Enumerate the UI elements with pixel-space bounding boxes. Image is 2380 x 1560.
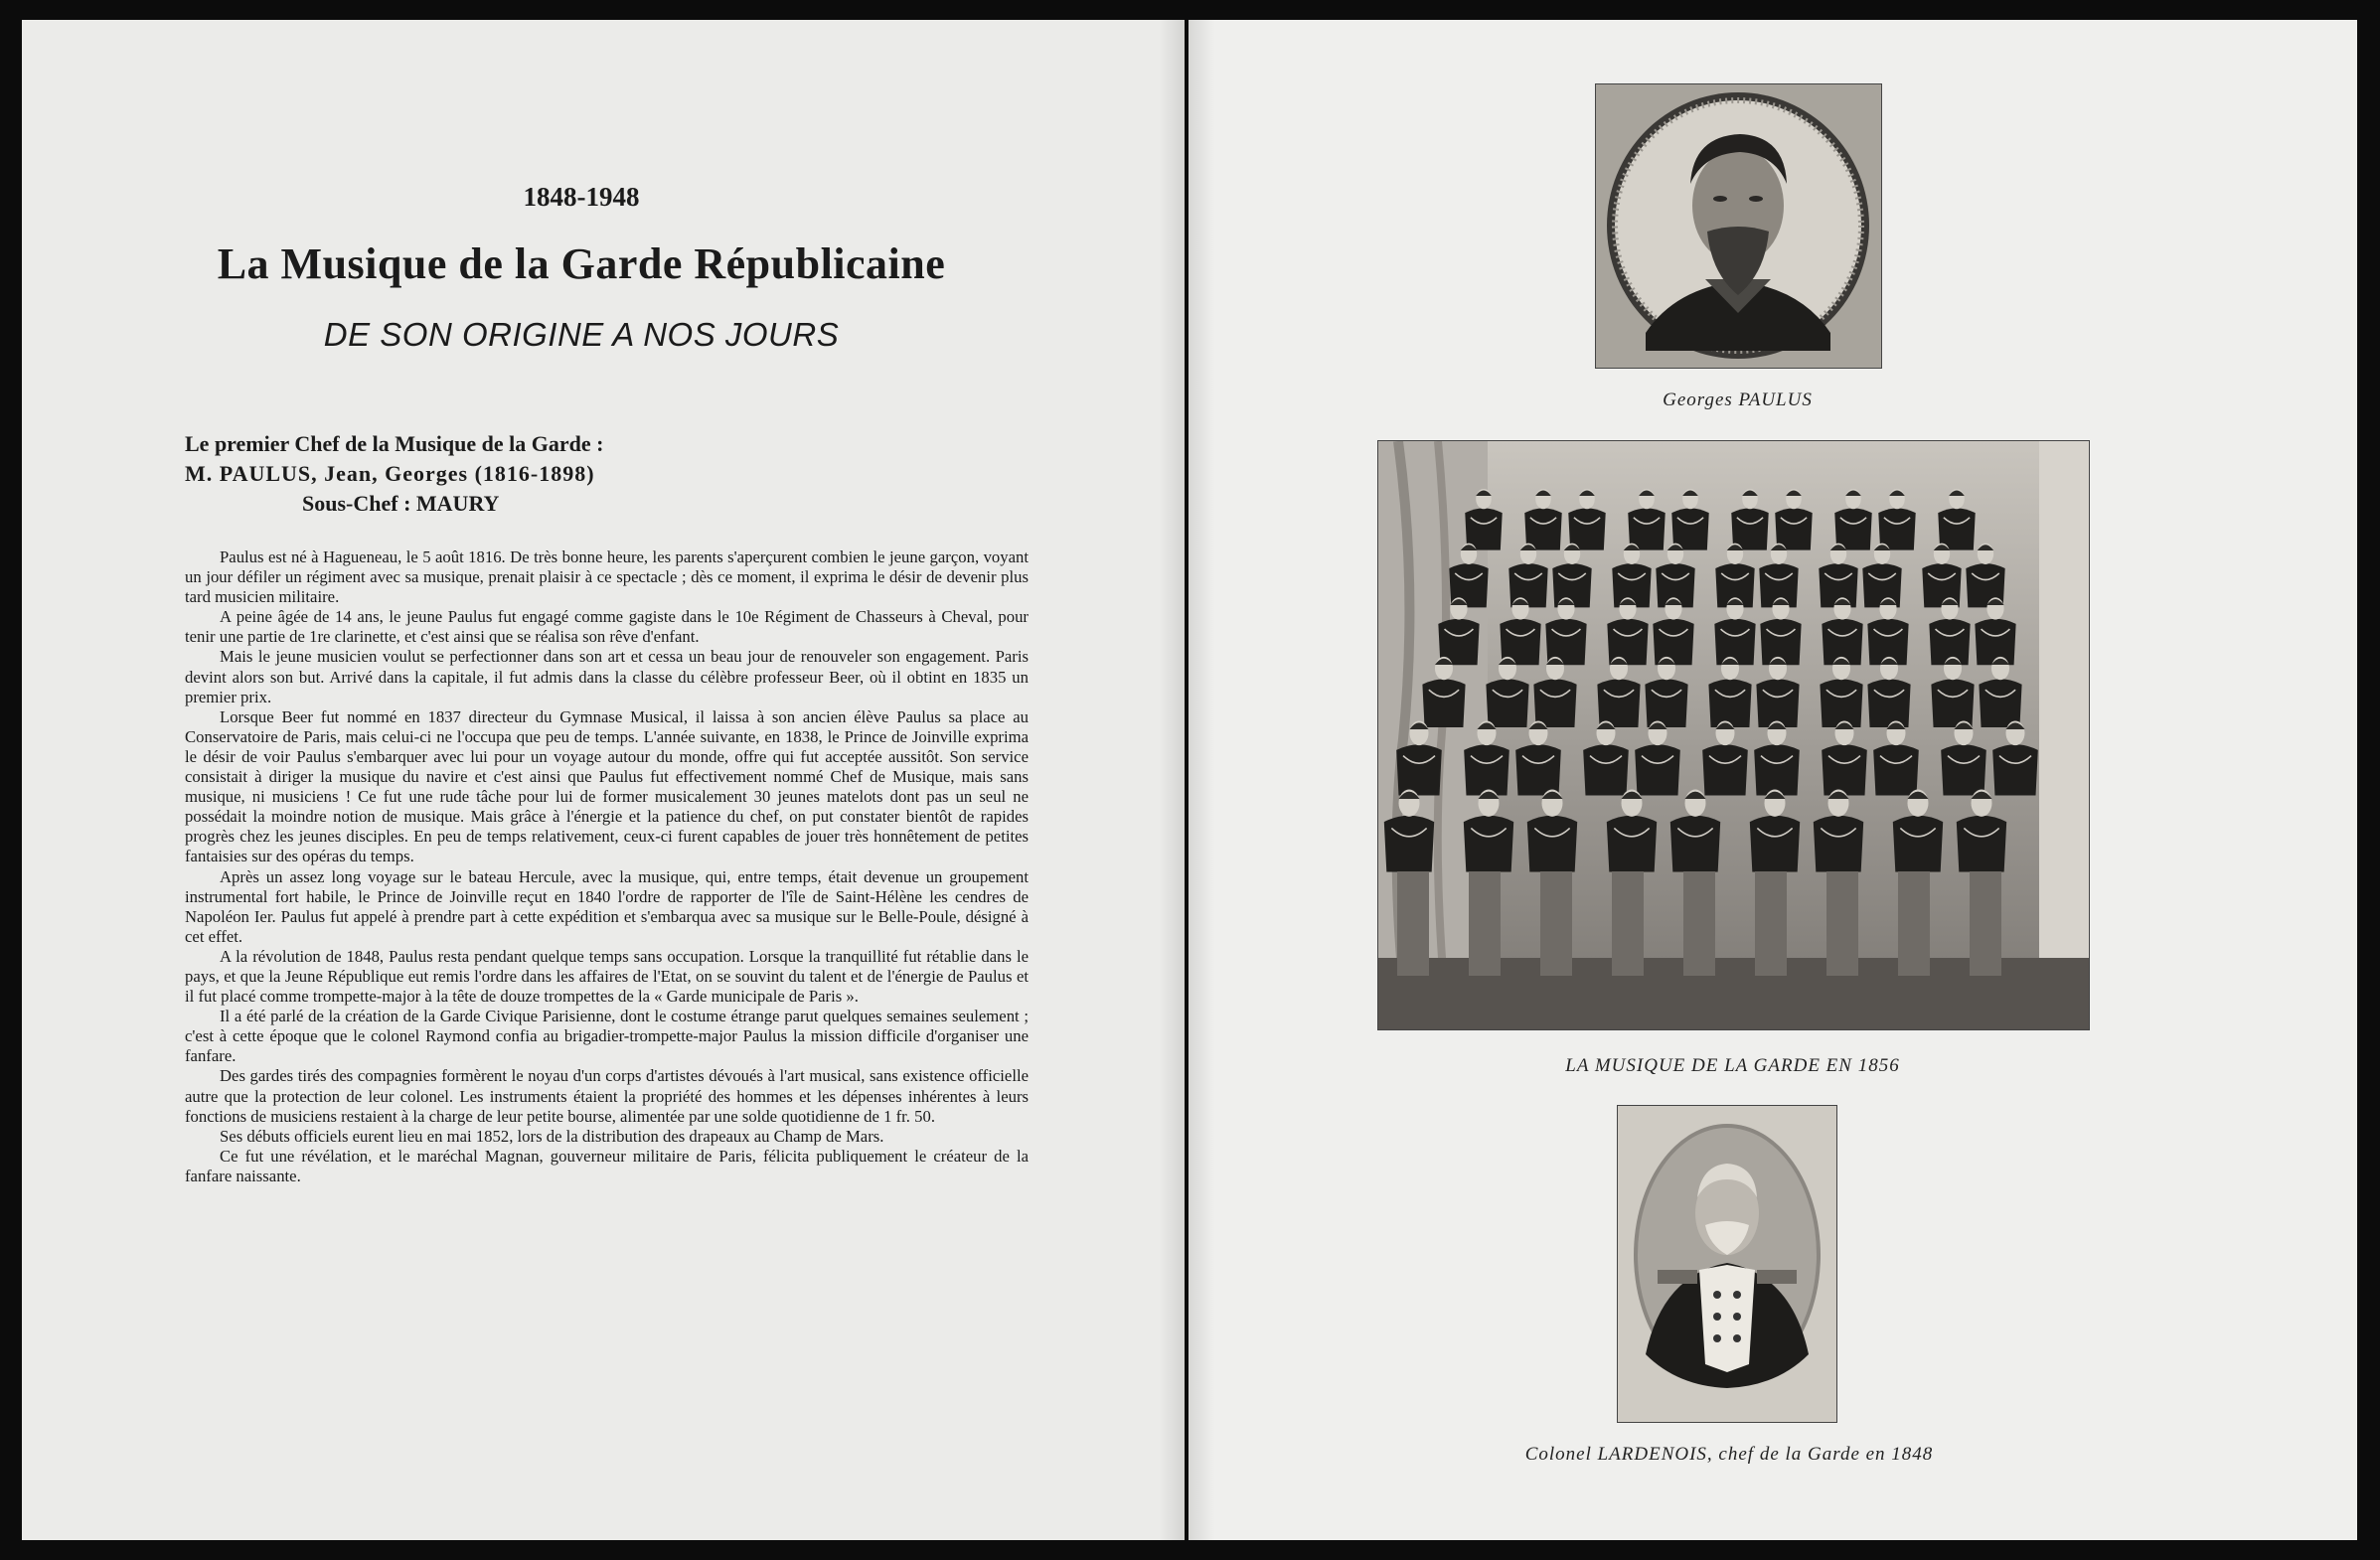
group-photo-image (1378, 441, 2089, 1029)
paragraph: Ce fut une révélation, et le maréchal Magnan, gouverneur militaire de Paris, félicita publiquement le créateur de la fanfare naissante. (185, 1146, 1029, 1185)
paragraph: A la révolution de 1848, Paulus resta pendant quelque temps sans occupation. Lorsque la tranquillité fut rétablie dans le pays, et que la Jeune République eut remis l'ordre dans les affaires de l'Etat, on se souvint du talent et de l'énergie de Paulus et il fut placé comme trompette-major à la tête de douze trompettes de la « Garde municipale de Paris ». (185, 946, 1029, 1007)
lardenois-portrait-photo (1617, 1105, 1837, 1423)
paragraph: A peine âgée de 14 ans, le jeune Paulus fut engagé comme gagiste dans le 10e Régiment de Chasseurs à Cheval, pour tenir une partie de 1re clarinette, et c'est ainsi que se réalisa son rêve d'enfant. (185, 607, 1029, 647)
article-title: La Musique de la Garde Républicaine (217, 239, 946, 288)
gutter-shadow (1189, 20, 1214, 1540)
paragraph: Il a été parlé de la création de la Garde Civique Parisienne, dont le costume étrange parut quelques semaines seulement ; c'est à cette époque que le colonel Raymond confia au brigadier-trompette-major Paulus la mission difficile d'organiser une fanfare. (185, 1007, 1029, 1066)
heading-years: 1848-1948 (523, 182, 640, 212)
sous-chef: Sous-Chef : MAURY (302, 491, 500, 516)
paragraph: Des gardes tirés des compagnies formèrent le noyau d'un corps d'artistes dévoués à l'art musical, sans existence officielle autre que la protection de leur colonel. Les instruments étaient la propriété des hommes et les dépenses inhérentes à leurs fonctions de musiciens restaient à la charge de leur petite bourse, alimentée par une solde quotidienne de 1 fr. 50. (185, 1066, 1029, 1126)
paragraph: Ses débuts officiels eurent lieu en mai 1852, lors de la distribution des drapeaux au Champ de Mars. (220, 1126, 884, 1146)
caption-paulus: Georges PAULUS (1663, 390, 1813, 410)
paragraph: Mais le jeune musicien voulut se perfectionner dans son art et cessa un beau jour de renouveler son engagement. Paris devint alors son but. Arrivé dans la capitale, il fut admis dans la classe du célèbre professeur Beer, où il obtint en 1835 un premier prix. (185, 647, 1029, 706)
chef-name: M. PAULUS, Jean, Georges (1816-1898) (185, 461, 595, 486)
lardenois-portrait-image (1618, 1106, 1836, 1422)
chef-intro: Le premier Chef de la Musique de la Garde : (185, 431, 604, 456)
paragraph: Paulus est né à Hagueneau, le 5 août 1816. De très bonne heure, les parents s'aperçurent combien le jeune garçon, voyant un jour défiler un régiment avec sa musique, prenait plaisir à ce spectacle ; dès ce moment, il exprima le désir de devenir plus tard musicien militaire. (185, 547, 1029, 607)
article-subtitle: DE SON ORIGINE A NOS JOURS (323, 316, 840, 353)
paulus-portrait-photo (1595, 83, 1882, 369)
caption-lardenois: Colonel LARDENOIS, chef de la Garde en 1848 (1524, 1444, 1934, 1465)
paragraph: Après un assez long voyage sur le bateau Hercule, avec la musique, qui, entre temps, était devenue un groupement instrumental fort habile, le Prince de Joinville reçut en 1840 l'ordre de rapporter de l'île de Saint-Hélène les cendres de Napoléon Ier. Paulus fut appelé à prendre part à cette expédition et s'embarqua avec sa musique sur le Belle-Poule, désigné à cet effet. (185, 866, 1029, 946)
group-photo-1856 (1377, 440, 2090, 1030)
paragraph: Lorsque Beer fut nommé en 1837 directeur du Gymnase Musical, il laissa à son ancien élève Paulus sa place au Conservatoire de Paris, mais celui-ci ne l'occupa que peu de temps. L'année suivante, en 1838, le Prince de Joinville exprima le désir de voir Paulus s'embarquer avec lui pour un voyage autour du monde, offre qui fut acceptée aussitôt. Son service consistait à diriger la musique du navire et c'est ainsi que Paulus fut effectivement nommé Chef de Musique, mais sans musique, ni musiciens ! Ce fut une rude tâche pour lui de former musicalement 30 jeunes matelots dont pas un seul ne possédait la moindre notion de musique. Mais grâce à l'énergie et la patience du chef, on put constater bientôt de rapides progrès chez les jeunes disciples. En peu de temps relativement, ceux-ci furent capables de jouer très honnêtement de petites fantaisies sur des opéras du temps. (185, 706, 1029, 866)
chef-block (185, 429, 603, 519)
article-body (185, 547, 1029, 1186)
caption-group-photo: LA MUSIQUE DE LA GARDE EN 1856 (1565, 1055, 1900, 1076)
paulus-portrait-image (1596, 84, 1881, 368)
